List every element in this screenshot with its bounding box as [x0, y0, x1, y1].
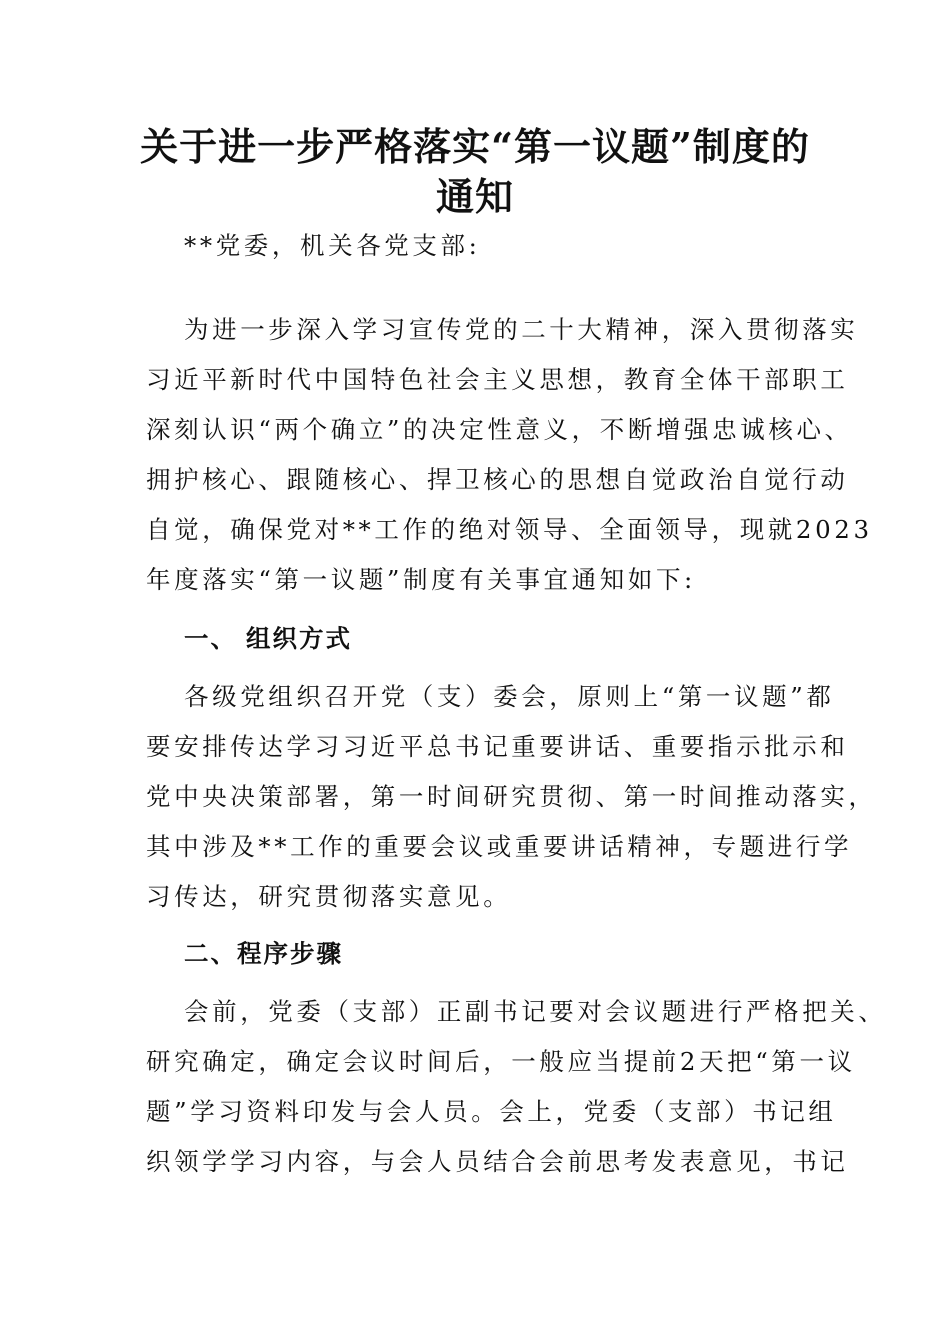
salutation: **党委，机关各党支部:	[184, 231, 481, 260]
section-1-paragraph-line: 要安排传达学习习近平总书记重要讲话、重要指示批示和	[146, 732, 849, 761]
section-1-paragraph-line: 其中涉及**工作的重要会议或重要讲话精神，专题进行学	[146, 832, 853, 861]
section-1-paragraph-line: 习传达，研究贯彻落实意见。	[146, 882, 512, 911]
section-2-paragraph-line: 织领学学习内容，与会人员结合会前思考发表意见，书记	[146, 1147, 849, 1176]
intro-paragraph-line: 为进一步深入学习宣传党的二十大精神，深入贯彻落实	[184, 315, 859, 344]
document-title-line-1: 关于进一步严格落实“第一议题”制度的	[140, 124, 810, 169]
section-1-paragraph-line: 党中央决策部署，第一时间研究贯彻、第一时间推动落实，	[146, 782, 877, 811]
section-1-heading: 组织方式	[246, 624, 352, 653]
section-2-paragraph-line: 会前，党委（支部）正副书记要对会议题进行严格把关、	[184, 997, 887, 1026]
section-2-heading: 二、程序步骤	[184, 939, 343, 968]
section-2-paragraph-line: 题”学习资料印发与会人员。会上，党委（支部）书记组	[146, 1097, 837, 1126]
document-title-line-2: 通知	[435, 174, 514, 219]
intro-paragraph-line: 习近平新时代中国特色社会主义思想，教育全体干部职工	[146, 365, 849, 394]
intro-paragraph-line: 拥护核心、跟随核心、捍卫核心的思想自觉政治自觉行动	[146, 465, 849, 494]
intro-paragraph-line: 年度落实“第一议题”制度有关事宜通知如下:	[146, 565, 696, 594]
section-1-paragraph-line: 各级党组织召开党（支）委会，原则上“第一议题”都	[184, 682, 835, 711]
section-2-paragraph-line: 研究确定，确定会议时间后，一般应当提前2天把“第一议	[146, 1047, 856, 1076]
intro-paragraph-line: 深刻认识“两个确立”的决定性意义，不断增强忠诚核心、	[146, 415, 853, 444]
section-1-heading-number: 一、	[184, 624, 237, 653]
intro-paragraph-line: 自觉，确保党对**工作的绝对领导、全面领导，现就2023	[146, 515, 873, 544]
